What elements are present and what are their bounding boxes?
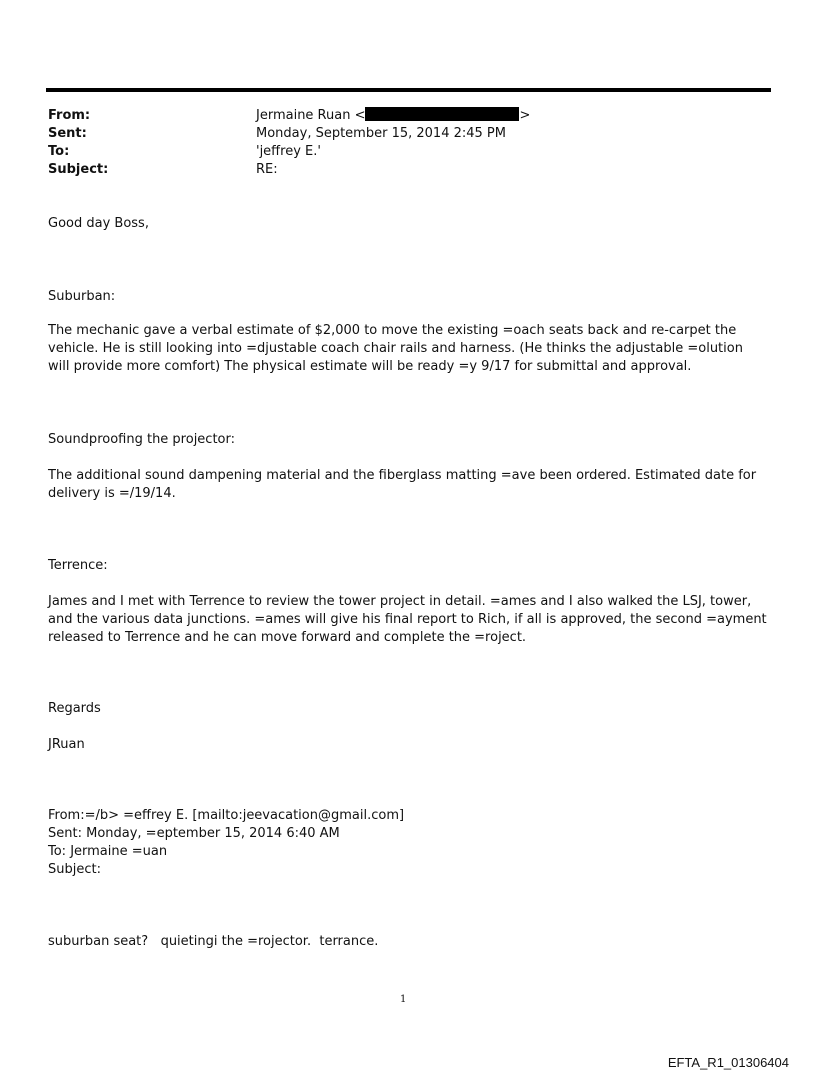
signature: JRuan (48, 737, 85, 752)
header-rule (46, 88, 771, 92)
page-number: 1 (400, 994, 407, 1005)
suburban-heading: Suburban: (48, 289, 116, 304)
from-value (256, 107, 530, 125)
document-id: EFTA_R1_01306404 (667, 1055, 789, 1070)
quoted-sent: Sent: Monday, =eptember 15, 2014 6:40 AM (48, 826, 340, 841)
to-row (48, 143, 530, 161)
closing: Regards (48, 701, 101, 716)
sent-row (48, 125, 530, 143)
from-suffix: > (519, 108, 531, 123)
greeting: Good day Boss, (48, 216, 149, 231)
terrence-paragraph: James and I met with Terrence to review the tower project in detail. =ames and I also walked the LSJ, tower, and the various data junctions. =ames will give his final report to Rich, if all is approved, the second =ayment released to Terrence and he can move forward and complete the =roject. (48, 594, 767, 645)
terrence-heading: Terrence: (48, 558, 108, 573)
suburban-paragraph: The mechanic gave a verbal estimate of $2,000 to move the existing =oach seats back and re-carpet the vehicle. He is still looking into =djustable coach chair rails and harness. (He thinks the adjustable =olution will provide more comfort) The physical estimate will be ready =y 9/17 for submittal and approval. (48, 323, 743, 374)
subject-row (48, 161, 530, 179)
quoted-subject: Subject: (48, 862, 101, 877)
from-name: Jermaine Ruan < (256, 108, 366, 123)
quoted-message: suburban seat? quietingi the =rojector. terrance. (48, 934, 379, 949)
quoted-from: From:=/b> =effrey E. [mailto:jeevacation@gmail.com] (48, 808, 405, 823)
email-header (48, 107, 530, 179)
to-value: 'jeffrey E.' (256, 144, 321, 159)
to-label: To: (48, 144, 70, 159)
sent-value: Monday, September 15, 2014 2:45 PM (256, 126, 506, 141)
quoted-to: To: Jermaine =uan (48, 844, 168, 859)
soundproof-paragraph: The additional sound dampening material and the fiberglass matting =ave been ordered. Estimated date for delivery is =/19/14. (48, 468, 757, 501)
subject-label: Subject: (48, 162, 109, 177)
redaction-box (365, 107, 519, 121)
from-row (48, 107, 530, 125)
subject-value: RE: (256, 162, 278, 177)
from-label: From: (48, 108, 91, 123)
soundproof-heading: Soundproofing the projector: (48, 432, 236, 447)
sent-label: Sent: (48, 126, 87, 141)
